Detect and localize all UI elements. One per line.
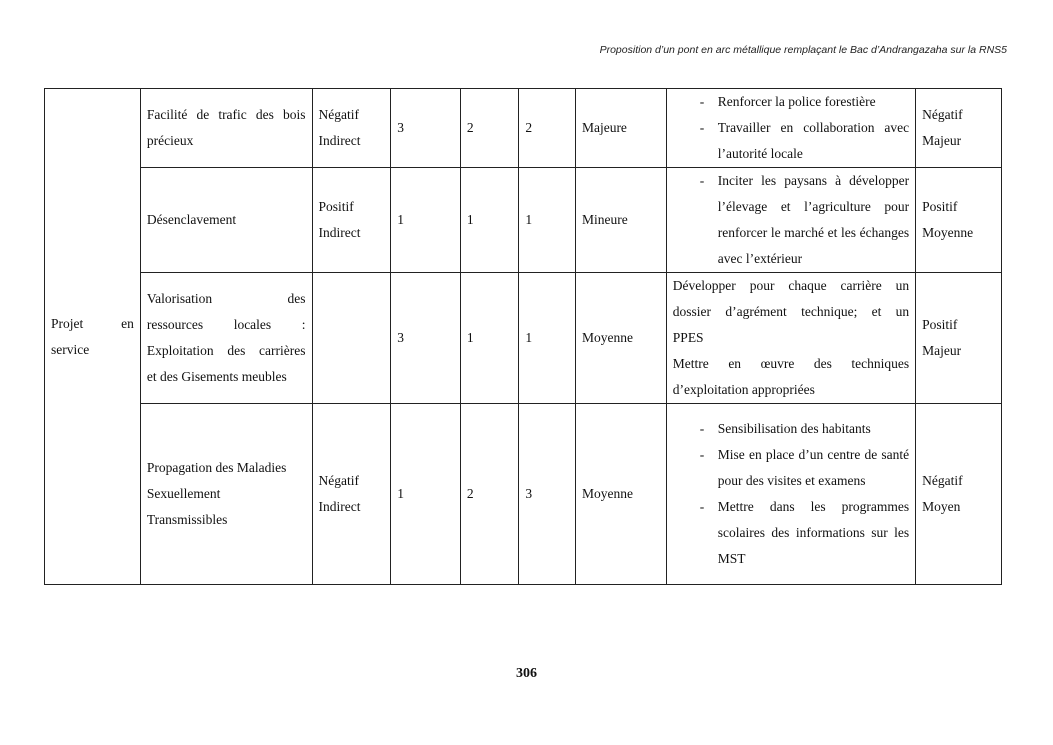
- nature-line: Négatif: [318, 473, 359, 488]
- result-line: Majeur: [922, 133, 962, 148]
- nature-cell: [312, 273, 391, 404]
- measure-line: dossier d’agrément technique; et un: [672, 304, 910, 319]
- value-cell: 3: [391, 89, 461, 168]
- value-cell: 3: [391, 273, 461, 404]
- value-cell: 2: [519, 89, 576, 168]
- result-cell: [916, 273, 1002, 404]
- page-number: 306: [516, 666, 537, 681]
- measures-cell: [666, 404, 915, 585]
- measures-cell: [666, 168, 915, 273]
- table-row: [45, 89, 1002, 168]
- nature-cell: [312, 89, 391, 168]
- measure-item: - Mise en place d’un centre de santé pour des visites et examens: [673, 442, 909, 494]
- importance-cell: Majeure: [575, 89, 666, 168]
- measure-line: PPES: [672, 330, 704, 345]
- measures-cell: [666, 273, 915, 404]
- value-cell: 1: [391, 404, 461, 585]
- measure-line: Développer pour chaque carrière un: [672, 278, 910, 293]
- nature-line: Négatif: [318, 107, 359, 122]
- measure-item: - Inciter les paysans à développer l’élevage et l’agriculture pour renforcer le marché et les échanges avec l’extérieur: [673, 168, 909, 272]
- activity-line: Facilité de trafic des bois: [146, 107, 306, 122]
- nature-cell: [312, 168, 391, 273]
- value-cell: 3: [519, 404, 576, 585]
- importance-cell: Moyenne: [575, 273, 666, 404]
- nature-line: Indirect: [318, 225, 361, 240]
- measure-item: - Renforcer la police forestière: [673, 89, 909, 115]
- result-line: Négatif: [922, 473, 963, 488]
- activity-line: Exploitation des carrières: [146, 343, 306, 358]
- activity-line: Valorisation des: [146, 291, 306, 306]
- measures-cell: [666, 89, 915, 168]
- nature-line: Positif: [318, 199, 354, 214]
- page-header: Proposition d’un pont en arc métallique remplaçant le Bac d’Andrangazaha sur la RNS5: [599, 44, 1007, 56]
- activity-cell: [140, 273, 312, 404]
- result-line: Positif: [922, 199, 958, 214]
- result-line: Moyenne: [922, 225, 974, 240]
- result-line: Négatif: [922, 107, 963, 122]
- table-row: [45, 404, 1002, 585]
- activity-cell: [140, 404, 312, 585]
- measure-item: - Sensibilisation des habitants: [673, 416, 909, 442]
- measure-item: - Travailler en collaboration avec l’autorité locale: [673, 115, 909, 167]
- value-cell: 2: [460, 89, 519, 168]
- measure-line: Mettre en œuvre des techniques: [672, 356, 910, 371]
- importance-cell: Mineure: [575, 168, 666, 273]
- nature-cell: [312, 404, 391, 585]
- phase-cell: [45, 89, 141, 585]
- activity-cell: [140, 168, 312, 273]
- value-cell: 1: [391, 168, 461, 273]
- value-cell: 1: [460, 273, 519, 404]
- impact-table: [44, 88, 1002, 585]
- activity-cell: [140, 89, 312, 168]
- value-cell: 2: [460, 404, 519, 585]
- activity-line: Propagation des Maladies: [146, 460, 287, 475]
- value-cell: 1: [460, 168, 519, 273]
- table-row: [45, 168, 1002, 273]
- result-line: Positif: [922, 317, 958, 332]
- nature-line: Indirect: [318, 499, 361, 514]
- result-line: Moyen: [922, 499, 961, 514]
- result-cell: [916, 168, 1002, 273]
- table-row: [45, 273, 1002, 404]
- measure-item: - Mettre dans les programmes scolaires des informations sur les MST: [673, 494, 909, 572]
- activity-line: précieux: [146, 133, 194, 148]
- measure-line: d’exploitation appropriées: [672, 382, 815, 397]
- value-cell: 1: [519, 168, 576, 273]
- activity-line: ressources locales :: [146, 317, 306, 332]
- result-cell: [916, 404, 1002, 585]
- activity-line: et des Gisements meubles: [146, 369, 287, 384]
- phase-line: service: [51, 341, 90, 357]
- nature-line: Indirect: [318, 133, 361, 148]
- value-cell: 1: [519, 273, 576, 404]
- importance-cell: Moyenne: [575, 404, 666, 585]
- result-cell: [916, 89, 1002, 168]
- result-line: Majeur: [922, 343, 962, 358]
- activity-line: Transmissibles: [146, 512, 228, 527]
- activity-line: Désenclavement: [146, 212, 237, 227]
- activity-line: Sexuellement: [146, 486, 221, 501]
- phase-line: Projet en: [51, 315, 134, 331]
